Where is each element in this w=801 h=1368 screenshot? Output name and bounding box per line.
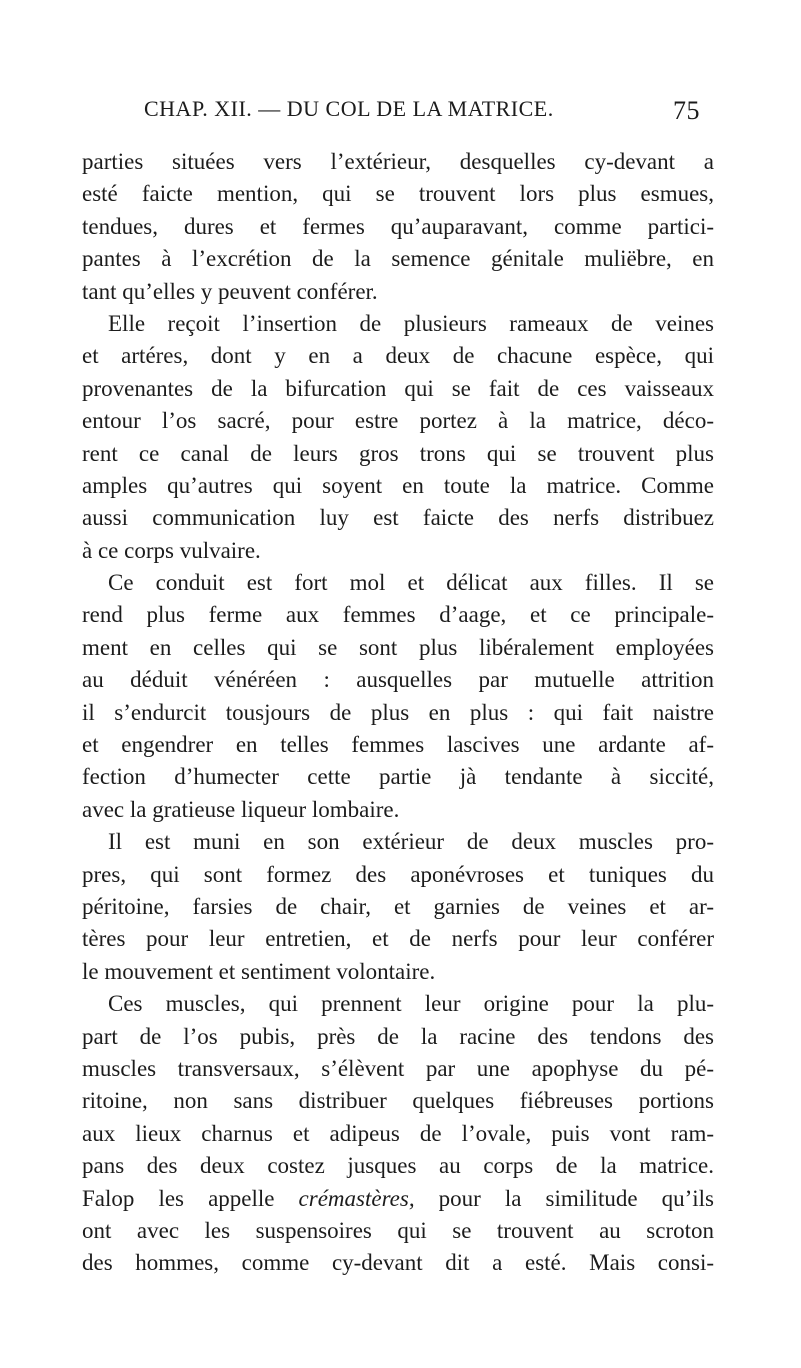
text-line: tères pour leur entretien, et de nerfs pour leur conférer bbox=[82, 926, 714, 952]
text-line: avec la gratieuse liqueur lombaire. bbox=[82, 796, 400, 822]
text-line: part de l’os pubis, près de la racine des tendons des bbox=[82, 1023, 714, 1049]
text-line: amples qu’autres qui soyent en toute la matrice. Comme bbox=[82, 472, 714, 498]
text-line: fection d’humecter cette partie jà tendante à siccité, bbox=[82, 764, 714, 790]
page-number: 75 bbox=[673, 96, 700, 125]
text-line: ont avec les suspensoires qui se trouvent au scroton bbox=[82, 1217, 714, 1243]
line-segment: Falop les appelle bbox=[82, 1185, 299, 1211]
running-title: CHAP. XII. — DU COL DE LA MATRICE. bbox=[144, 96, 554, 121]
text-line: il s’endurcit tousjours de plus en plus : qui fait naistre bbox=[82, 699, 714, 725]
text-line: à ce corps vulvaire. bbox=[82, 537, 261, 563]
text-line: au déduit vénéréen : ausquelles par mutuelle attrition bbox=[82, 667, 714, 693]
line-segment: pour la similitude qu’ils bbox=[414, 1185, 714, 1211]
text-line: rend plus ferme aux femmes d’aage, et ce principale- bbox=[82, 602, 714, 628]
text-line: pans des deux costez jusques au corps de la matrice. bbox=[82, 1153, 714, 1179]
italic-term: crémastères, bbox=[298, 1185, 415, 1211]
text-line: aussi communication luy est faicte des nerfs distribuez bbox=[82, 505, 714, 531]
text-line: ment en celles qui se sont plus libéralement employées bbox=[82, 634, 714, 660]
text-line: pres, qui sont formez des aponévroses et tuniques du bbox=[82, 861, 714, 887]
text-line: aux lieux charnus et adipeus de l’ovale, puis vont ram- bbox=[82, 1120, 714, 1146]
text-line: le mouvement et sentiment volontaire. bbox=[82, 958, 436, 984]
text-line: Ces muscles, qui prennent leur origine pour la plu- bbox=[108, 991, 714, 1017]
text-line: muscles transversaux, s’élèvent par une apophyse du pé- bbox=[82, 1055, 714, 1081]
text-line: provenantes de la bifurcation qui se fait de ces vaisseaux bbox=[82, 375, 714, 401]
text-line: et artéres, dont y en a deux de chacune espèce, qui bbox=[82, 343, 714, 369]
text-line: rent ce canal de leurs gros trons qui se trouvent plus bbox=[82, 440, 714, 466]
text-line: et engendrer en telles femmes lascives une ardante af- bbox=[82, 732, 714, 758]
text-line: des hommes, comme cy-devant dit a esté. Mais consi- bbox=[82, 1250, 714, 1276]
text-line: pantes à l’excrétion de la semence génitale muliëbre, en bbox=[82, 246, 714, 272]
text-line: esté faicte mention, qui se trouvent lors plus esmues, bbox=[82, 181, 714, 207]
text-line: Ce conduit est fort mol et délicat aux filles. Il se bbox=[108, 570, 714, 596]
book-page bbox=[82, 96, 714, 1280]
page-header bbox=[82, 96, 714, 136]
text-line: parties situées vers l’extérieur, desquelles cy-devant a bbox=[82, 149, 714, 174]
body-text bbox=[82, 146, 714, 1280]
text-line: tendues, dures et fermes qu’auparavant, comme partici- bbox=[82, 213, 714, 239]
text-line: entour l’os sacré, pour estre portez à la matrice, déco- bbox=[82, 408, 714, 434]
text-line: Il est muni en son extérieur de deux muscles pro- bbox=[108, 829, 714, 855]
text-line: tant qu’elles y peuvent conférer. bbox=[82, 278, 378, 304]
text-line bbox=[82, 1183, 714, 1215]
text-line: ritoine, non sans distribuer quelques fiébreuses portions bbox=[82, 1088, 714, 1114]
text-line: Elle reçoit l’insertion de plusieurs rameaux de veines bbox=[108, 310, 714, 336]
text-line: péritoine, farsies de chair, et garnies de veines et ar- bbox=[82, 893, 714, 919]
